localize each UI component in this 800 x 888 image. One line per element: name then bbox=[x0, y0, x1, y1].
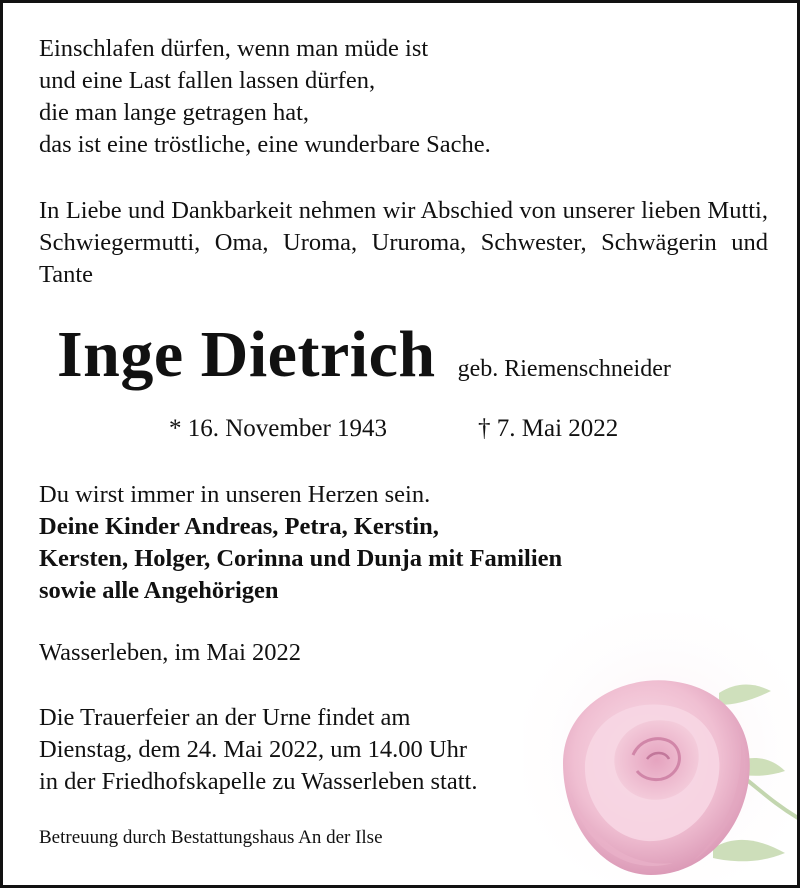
service-line: in der Friedhofskapelle zu Wasserleben statt. bbox=[39, 768, 478, 795]
service-line: Die Trauerfeier an der Urne findet am bbox=[39, 704, 411, 731]
verse-line: die man lange getragen hat, bbox=[39, 99, 310, 126]
death-date: † 7. Mai 2022 bbox=[478, 415, 619, 442]
family-line: Kersten, Holger, Corinna und Dunja mit Familien bbox=[39, 545, 563, 572]
verse-line: Einschlafen dürfen, wenn man müde ist bbox=[39, 35, 429, 62]
family-line: Deine Kinder Andreas, Petra, Kerstin, bbox=[39, 513, 439, 540]
service-line: Dienstag, dem 24. Mai 2022, um 14.00 Uhr bbox=[39, 736, 468, 763]
deceased-name-row bbox=[57, 315, 671, 395]
intro-paragraph: In Liebe und Dankbarkeit nehmen wir Abschied von unserer lieben Mutti, Schwiegermutti, Oma, Uroma, Ururoma, Schwester, Schwägerin und Tante bbox=[39, 197, 768, 288]
deceased-name: Inge Dietrich bbox=[57, 318, 436, 391]
funeral-home-credit: Betreuung durch Bestattungshaus An der Ilse bbox=[39, 827, 383, 848]
verse bbox=[39, 33, 491, 161]
place-date: Wasserleben, im Mai 2022 bbox=[39, 639, 302, 666]
family-line: sowie alle Angehörigen bbox=[39, 577, 279, 604]
service-info bbox=[39, 702, 477, 798]
birth-date: * 16. November 1943 bbox=[169, 415, 388, 442]
birth-name: geb. Riemenschneider bbox=[457, 356, 671, 382]
closing-block bbox=[39, 479, 562, 607]
rose-icon bbox=[523, 613, 800, 888]
closing-line: Du wirst immer in unseren Herzen sein. bbox=[39, 481, 431, 508]
verse-line: und eine Last fallen lassen dürfen, bbox=[39, 67, 376, 94]
verse-line: das ist eine tröstliche, eine wunderbare Sache. bbox=[39, 131, 491, 158]
